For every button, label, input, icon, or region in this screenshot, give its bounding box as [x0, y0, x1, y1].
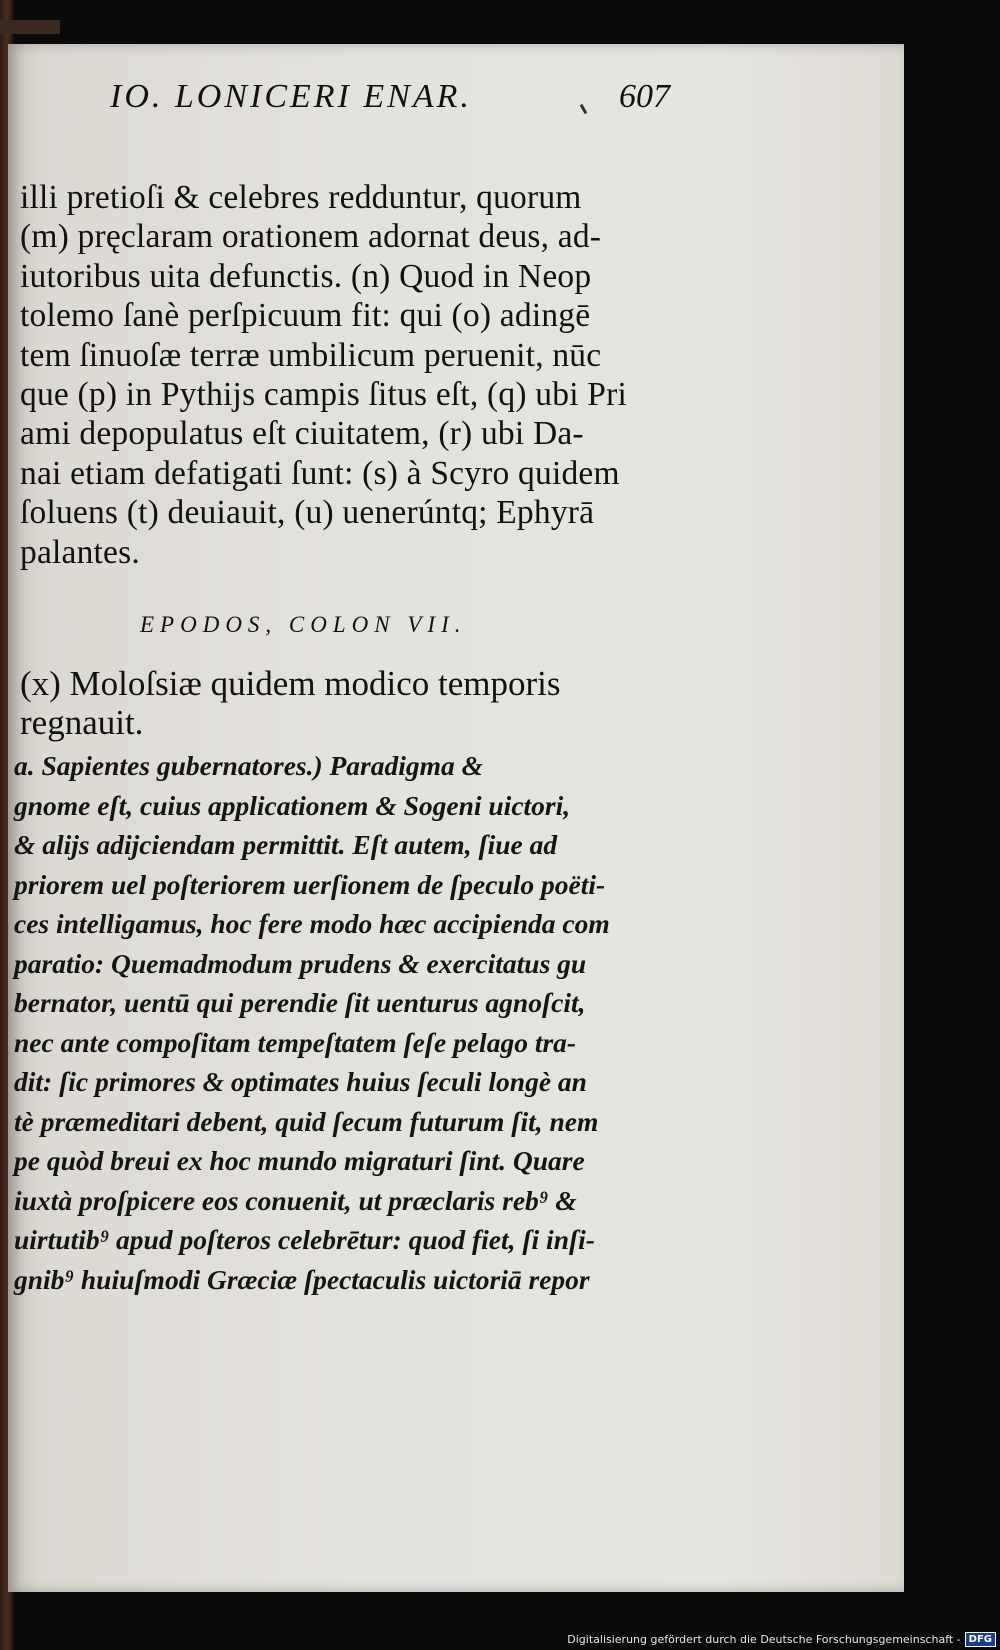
commentary-line: & alijs adijciendam permittit. Eſt autem, ſiue ad	[14, 829, 558, 860]
commentary-line: gnome eſt, cuius applicationem & Sogeni uictori,	[14, 789, 571, 821]
running-title: IO. LONICERI ENAR.	[110, 78, 472, 115]
text-line: (m) pręclaram orationem adornat deus, ad-	[20, 218, 602, 256]
section-text-block	[20, 664, 680, 742]
commentary-line: iuxtà proſpicere eos conuenit, ut præclaris reb⁹ &	[14, 1184, 577, 1216]
commentary-line: nec ante compoſitam tempeſtatem ſeſe pelago tra-	[14, 1026, 577, 1058]
commentary-line: gnib⁹ huiuſmodi Græciæ ſpectaculis uictoriā repor	[14, 1263, 590, 1295]
text-line: (x) Moloſsiæ quidem modico temporis	[20, 664, 561, 703]
commentary-line: uirtutib⁹ apud poſteros celebrētur: quod fiet, ſi inſi-	[14, 1224, 595, 1255]
book-edge	[0, 20, 60, 34]
text-line: iutoribus uita defunctis. (n) Quod in Neop	[20, 257, 592, 295]
text-line: regnauit.	[20, 703, 144, 742]
text-line: illi pretioſi & celebres redduntur, quorum	[20, 179, 582, 216]
commentary-line: priorem uel poſteriorem uerſionem de ſpeculo poëti-	[14, 868, 606, 900]
text-line: tolemo ſanè perſpicuum fit: qui (o) adingē	[20, 297, 591, 335]
section-heading: EPODOS, COLON VII.	[140, 612, 467, 637]
commentary-line: paratio: Quemadmodum prudens & exercitatus gu	[14, 947, 587, 979]
commentary-line: a. Sapientes gubernatores.) Paradigma &	[14, 750, 484, 781]
commentary-line: pe quòd breui ex hoc mundo migraturi ſint. Quare	[14, 1145, 585, 1176]
commentary-line: dit: ſic primores & optimates huius ſeculi longè an	[14, 1066, 587, 1097]
credit-text: Digitalisierung gefördert durch die Deutsche Forschungsgemeinschaft -	[567, 1632, 961, 1646]
commentary-block	[14, 746, 674, 1299]
digitization-credit	[567, 1630, 996, 1648]
page-number: 607	[619, 78, 670, 115]
commentary-line: tè præmeditari debent, quid ſecum futurum ſit, nem	[14, 1105, 599, 1137]
main-text-block	[20, 178, 680, 572]
text-line: nai etiam defatigati ſunt: (s) à Scyro quidem	[20, 454, 620, 492]
text-line: tem ſinuoſæ terræ umbilicum peruenit, nūc	[20, 336, 602, 374]
text-line: ami depopulatus eſt ciuitatem, (r) ubi Da-	[20, 415, 584, 453]
commentary-line: bernator, uentū qui perendie ſit uenturus agnoſcit,	[14, 987, 586, 1018]
commentary-line: ces intelligamus, hoc fere modo hæc accipienda com	[14, 908, 610, 939]
dfg-logo: DFG	[965, 1632, 996, 1647]
text-line: ſoluens (t) deuiauit, (u) uenerúntq; Ephyrā	[20, 494, 595, 532]
text-line: que (p) in Pythijs campis ſitus eſt, (q) ubi Pri	[20, 376, 627, 414]
text-line: palantes.	[20, 533, 140, 571]
